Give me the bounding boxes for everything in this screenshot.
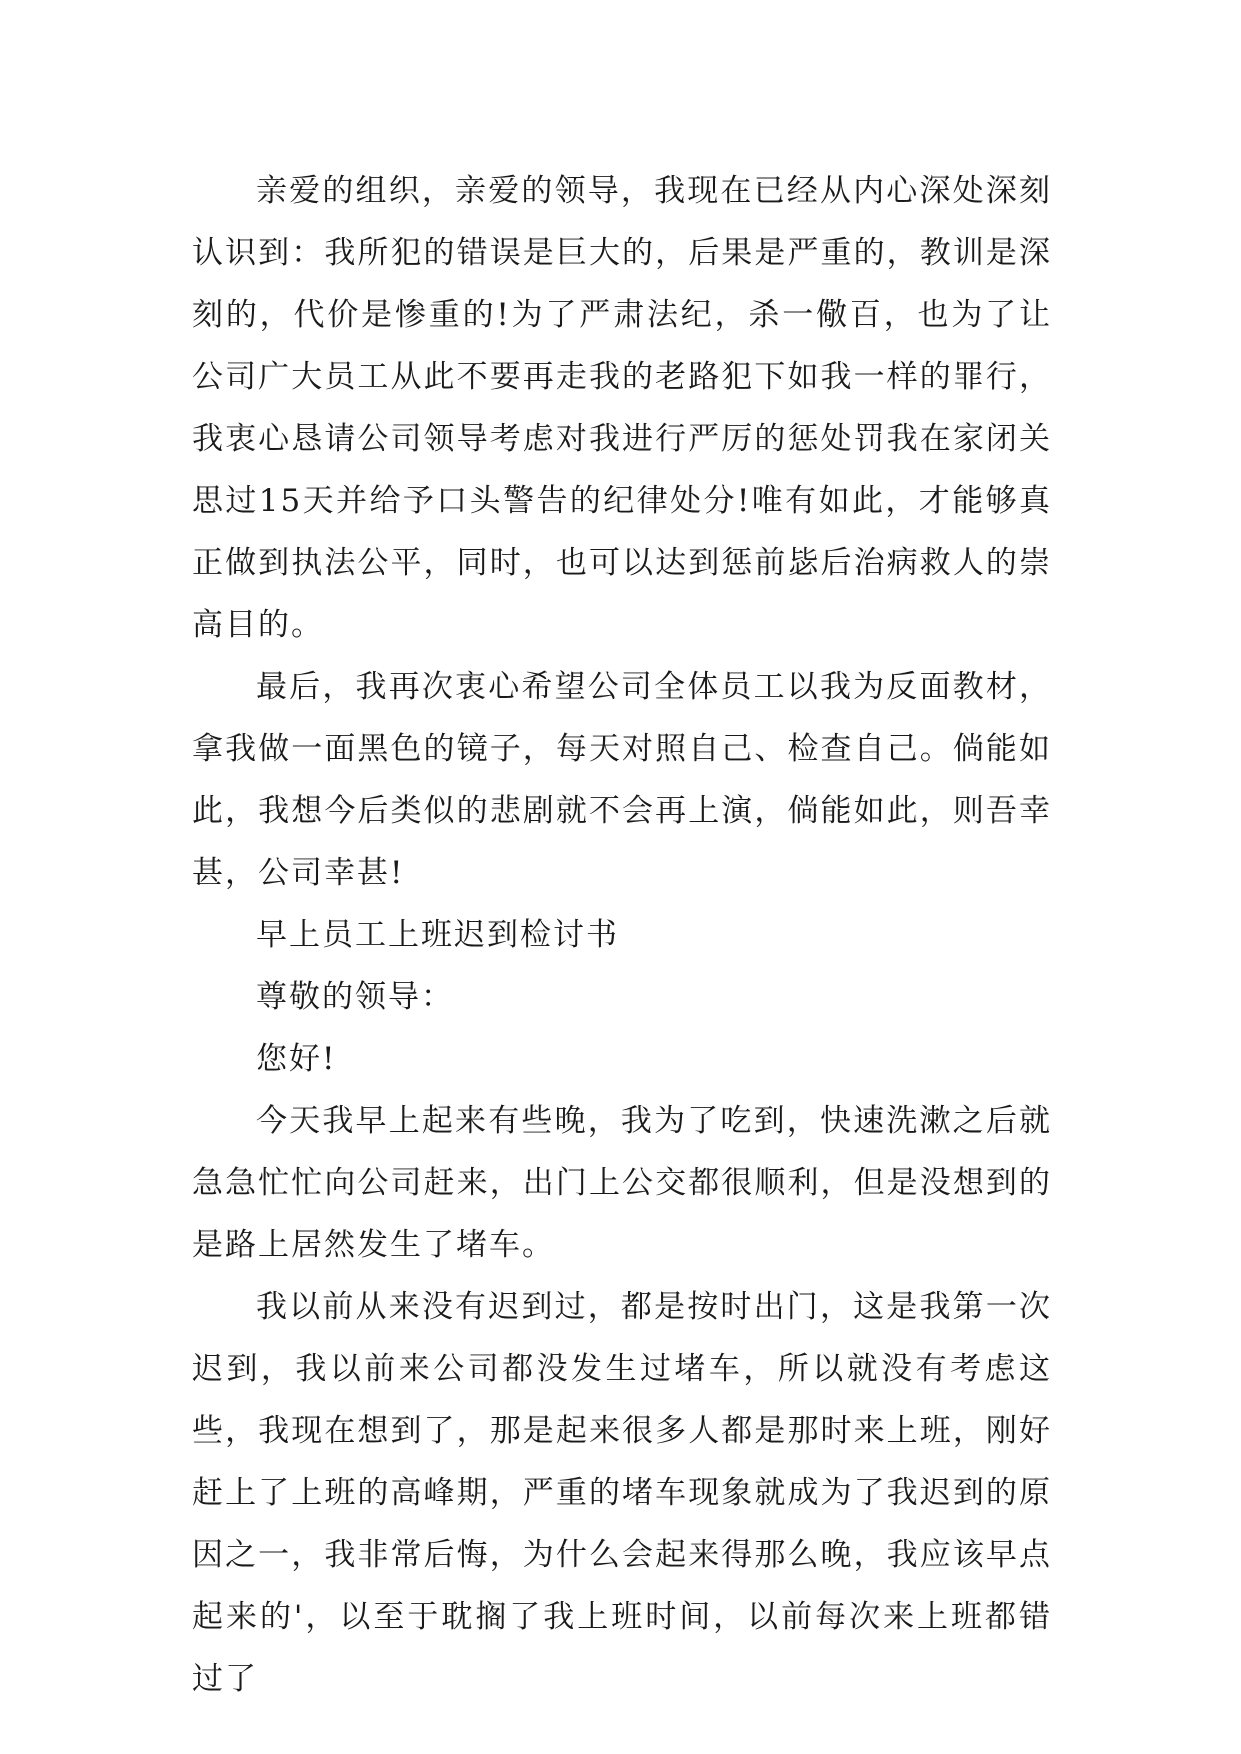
greeting: 您好!	[256, 1041, 337, 1077]
paragraph-morning-account: 今天我早上起来有些晚，我为了吃到，快速洗漱之后就急急忙忙向公司赶来，出门上公交都很顺利，但是没想到的是路上居然发生了堵车。	[192, 1103, 1052, 1263]
document-body	[192, 160, 1052, 1710]
paragraph-closing-wish: 最后，我再次衷心希望公司全体员工以我为反面教材，拿我做一面黑色的镜子，每天对照自己、检查自己。倘能如此，我想今后类似的悲剧就不会再上演，倘能如此，则吾幸甚，公司幸甚!	[192, 669, 1052, 891]
document-title: 早上员工上班迟到检讨书	[256, 917, 619, 953]
paragraph-punishment-request: 亲爱的组织，亲爱的领导，我现在已经从内心深处深刻认识到：我所犯的错误是巨大的，后果是严重的，教训是深刻的，代价是惨重的!为了严肃法纪，杀一儆百，也为了让公司广大员工从此不要再走我的老路犯下如我一样的罪行，我衷心恳请公司领导考虑对我进行严厉的惩处罚我在家闭关思过15天并给予口头警告的纪律处分!唯有如此，才能够真正做到执法公平，同时，也可以达到惩前毖后治病救人的崇高目的。	[192, 173, 1052, 643]
paragraph-reflection: 我以前从来没有迟到过，都是按时出门，这是我第一次迟到，我以前来公司都没发生过堵车，所以就没有考虑这些，我现在想到了，那是起来很多人都是那时来上班，刚好赶上了上班的高峰期，严重的堵车现象就成为了我迟到的原因之一，我非常后悔，为什么会起来得那么晚，我应该早点起来的'，以至于耽搁了我上班时间，以前每次来上班都错过了	[192, 1289, 1052, 1697]
salutation: 尊敬的领导：	[256, 979, 454, 1015]
